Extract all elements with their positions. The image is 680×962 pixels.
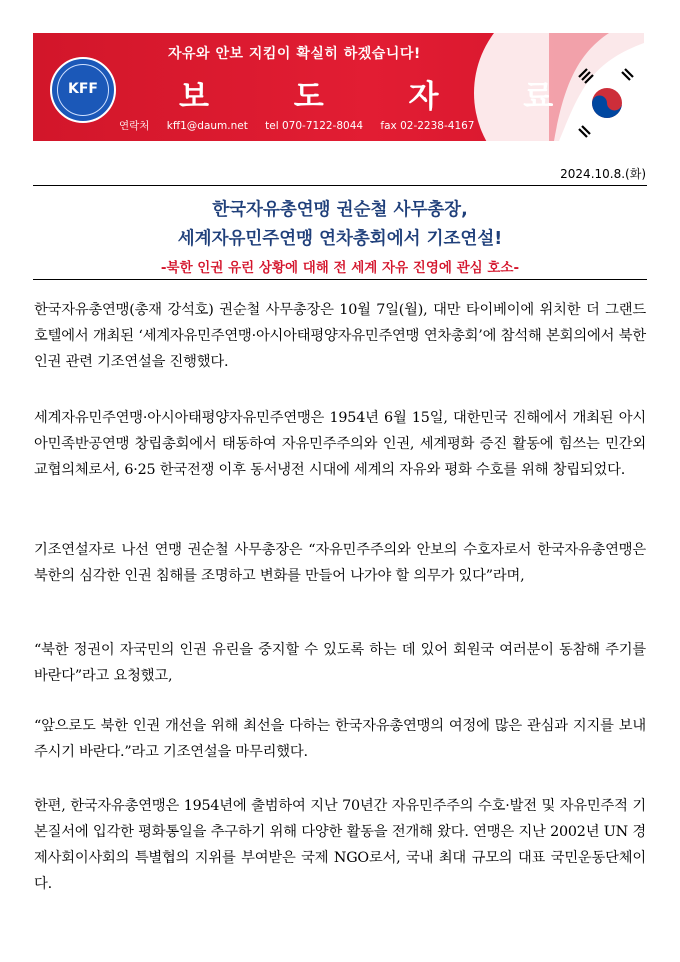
body-paragraph: 한국자유총연맹(총재 강석호) 권순철 사무총장은 10월 7일(월), 대만 타이베이에 위치한 더 그랜드호텔에서 개최된 ‘세계자유민주연맹·아시아태평양자유민주연맹 연차총회’에 참석해 본회의에서 북한 인권 관련 기조연설을 진행했다. <box>34 302 646 370</box>
headline-subtitle: -북한 인권 유린 상황에 대해 전 세계 자유 진영에 관심 호소- <box>160 260 520 276</box>
contact-label: 연락처 <box>119 120 150 132</box>
contact-line <box>119 118 489 133</box>
contact-tel: tel 070-7122-8044 <box>265 120 364 132</box>
release-date: 2024.10.8.(화) <box>560 167 646 181</box>
contact-fax: fax 02-2238-4167 <box>380 120 475 132</box>
body-paragraph: “북한 정권이 자국민의 인권 유린을 중지할 수 있도록 하는 데 있어 회원국 여러분이 동참해 주기를 바란다”라고 요청했고, <box>34 642 646 684</box>
body-paragraph: “앞으로도 북한 인권 개선을 위해 최선을 다하는 한국자유총연맹의 여정에 많은 관심과 지지를 보내주시기 바란다.”라고 기조연설을 마무리했다. <box>34 718 646 760</box>
bottom-rule <box>33 279 647 280</box>
body-paragraph: 한편, 한국자유총연맹은 1954년에 출범하여 지난 70년간 자유민주주의 수호·발전 및 자유민주적 기본질서에 입각한 평화통일을 추구하기 위해 다양한 활동을 전개해 왔다. 연맹은 지난 2002년 UN 경제사회이사회의 특별협의 지위를 부여받은 국제 NGO로서, 국내 최대 규모의 대표 국민운동단체이다. <box>34 798 646 892</box>
press-release-title: 보 도 자 료 <box>179 79 591 115</box>
contact-email: kff1@daum.net <box>166 120 248 132</box>
headline-line2: 세계자유민주연맹 연차총회에서 기조연설! <box>177 229 503 249</box>
logo-text: KFF <box>68 81 98 97</box>
kff-logo <box>50 57 116 123</box>
body-paragraph: 세계자유민주연맹·아시아태평양자유민주연맹은 1954년 6월 15일, 대한민국 진해에서 개최된 아시아민족반공연맹 창립총회에서 태동하여 자유민주주의와 인권, 세계평화 증진 활동에 힘쓰는 민간외교협의체로서, 6·25 한국전쟁 이후 동서냉전 시대에 세계의 자유와 평화 수호를 위해 창립되었다. <box>34 410 646 478</box>
press-release-banner <box>33 33 644 141</box>
headline-line1: 한국자유총연맹 권순철 사무총장, <box>212 200 468 220</box>
body-paragraph: 기조연설자로 나선 연맹 권순철 사무총장은 “자유민주주의와 안보의 수호자로서 한국자유총연맹은 북한의 심각한 인권 침해를 조명하고 변화를 만들어 나가야 할 의무가 있다”라며, <box>34 542 646 584</box>
slogan: 자유와 안보 지킴이 확실히 하겠습니다! <box>168 46 421 62</box>
top-rule <box>33 185 647 186</box>
